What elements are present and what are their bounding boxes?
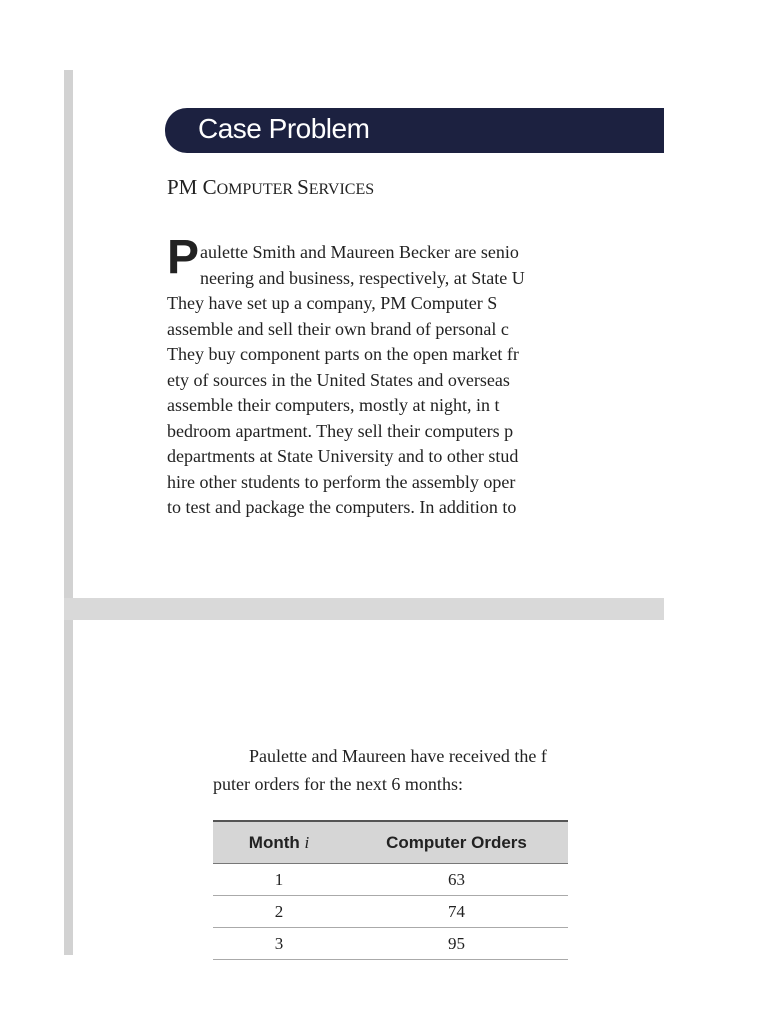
cell-orders: 63 xyxy=(345,864,568,896)
paragraph-line: assemble and sell their own brand of personal c xyxy=(167,318,509,339)
cell-month: 1 xyxy=(213,864,345,896)
banner-title: Case Problem xyxy=(198,113,370,144)
orders-intro-paragraph xyxy=(213,742,664,798)
table-header-row xyxy=(213,821,568,864)
page-divider xyxy=(64,598,664,620)
drop-cap: P xyxy=(167,240,200,284)
cell-month: 2 xyxy=(213,896,345,928)
paragraph-line: puter orders for the next 6 months: xyxy=(213,774,463,794)
paragraph-line: neering and business, respectively, at State U xyxy=(200,267,525,288)
header-orders: Computer Orders xyxy=(345,821,568,864)
case-problem-banner xyxy=(165,108,664,153)
paragraph-line: bedroom apartment. They sell their computers p xyxy=(167,420,514,441)
paragraph-line: departments at State University and to other stud xyxy=(167,446,519,466)
paragraph-line: assemble their computers, mostly at night, in t xyxy=(167,395,500,415)
section-title-part: S xyxy=(297,175,309,199)
computer-orders-table xyxy=(213,820,568,960)
header-month xyxy=(213,821,345,864)
header-month-variable: i xyxy=(304,832,310,852)
table-row xyxy=(213,928,568,960)
paragraph-line: hire other students to perform the assembly oper xyxy=(167,471,516,492)
paragraph-line: They have set up a company, PM Computer S xyxy=(167,293,498,313)
header-month-label: Month xyxy=(248,832,305,852)
section-title-part: ERVICES xyxy=(308,181,375,198)
paragraph-line: ety of sources in the United States and overseas xyxy=(167,369,510,390)
paragraph-line: aulette Smith and Maureen Becker are senio xyxy=(200,242,519,262)
paragraph-line: Paulette and Maureen have received the f xyxy=(249,746,547,766)
section-title-part: OMPUTER xyxy=(216,181,298,198)
paragraph-line: to test and package the computers. In addition to xyxy=(167,497,517,517)
section-title-part: PM C xyxy=(167,175,217,199)
cell-orders: 95 xyxy=(345,928,568,960)
page-edge-bar xyxy=(64,70,73,955)
paragraph-line: They buy component parts on the open market fr xyxy=(167,344,519,364)
case-paragraph xyxy=(167,240,664,521)
section-title xyxy=(167,175,374,200)
table-row xyxy=(213,896,568,928)
cell-orders: 74 xyxy=(345,896,568,928)
cell-month: 3 xyxy=(213,928,345,960)
table-row xyxy=(213,864,568,896)
